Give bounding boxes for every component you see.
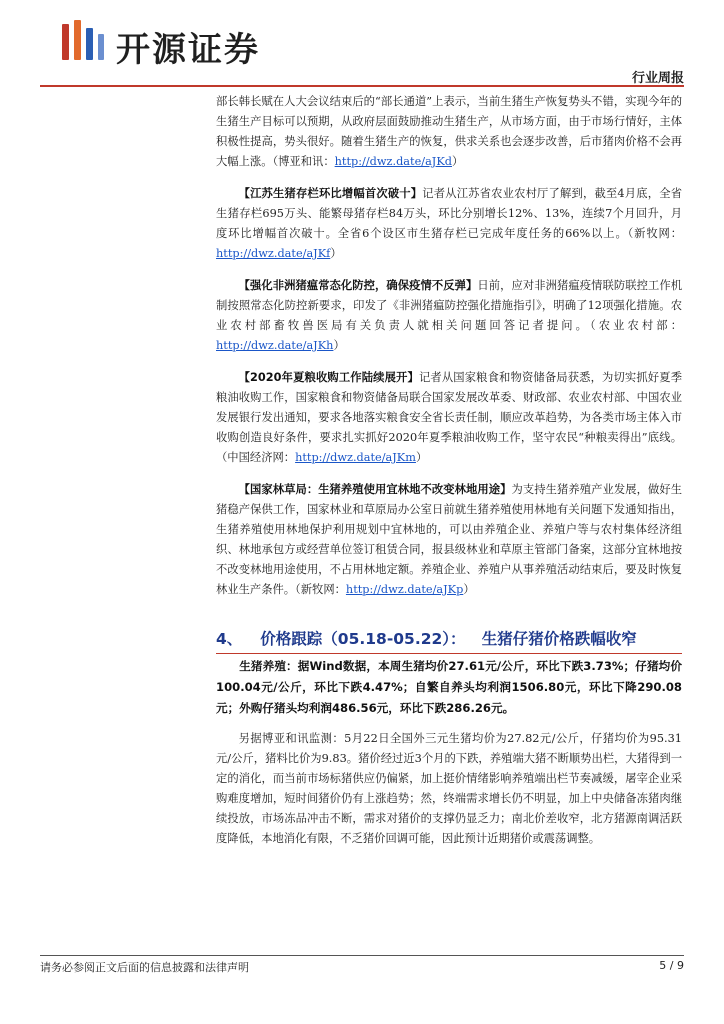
page-header <box>0 0 724 90</box>
news-item-1 <box>216 184 682 264</box>
news-item-0 <box>216 92 682 172</box>
header-divider <box>40 85 684 87</box>
news-item-2 <box>216 276 682 356</box>
news-tail: ） <box>333 339 345 352</box>
price-tracking-section <box>216 656 682 861</box>
source-link[interactable]: http://dwz.date/aJKp <box>345 583 464 596</box>
news-text: 部长韩长赋在人大会议结束后的“部长通道”上表示，当前生猪生产恢复势头不错，实现今年的生猪生产目标可以预期，从政府层面鼓励推动生猪生产，从市场方面，由于市场行情好，主体积极性提高，势头很好。随着生猪生产的恢复，供求关系也会逐步改善，后市猪肉价格不会再大幅上涨。（博亚和讯： <box>216 95 682 168</box>
source-link[interactable]: http://dwz.date/aJKh <box>216 339 334 352</box>
news-item-3 <box>216 368 682 468</box>
brand-logo <box>58 14 288 68</box>
news-title: 【强化非洲猪瘟常态化防控，确保疫情不反弹】 <box>238 279 478 292</box>
document-type-label: 行业周报 <box>631 71 684 86</box>
news-section <box>216 92 682 612</box>
source-link[interactable]: http://dwz.date/aJKf <box>216 247 331 260</box>
news-title: 【2020年夏粮收购工作陆续展开】 <box>238 371 419 384</box>
news-item-4 <box>216 480 682 600</box>
news-tail: ） <box>415 451 428 464</box>
footer-disclaimer: 请务必参阅正文后面的信息披露和法律声明 <box>40 961 249 974</box>
news-text: 日前，应对非洲猪瘟疫情联防联控工作机制按照常态化防控新要求，印发了《非洲猪瘟防控强化措施指引》，明确了12项强化措施。农业农村部畜牧兽医局有关负责人就相关问题回答记者提问。（农业农村部： <box>216 279 682 332</box>
section-subtitle: 生猪仔猪价格跌幅收窄 <box>481 630 637 648</box>
news-text: 记者从国家粮食和物资储备局获悉，为切实抓好夏季粮油收购工作，国家粮食和物资储备局联合国家发展改革委、财政部、农业农村部、中国农业发展银行发出通知，要求各地落实粮食安全省长责任制，顺应改革趋势，为各类市场主体入市收购创造良好条件，要求扎实抓好2020年夏季粮油收购工作，坚守农民“种粮卖得出”底线。（中国经济网： <box>216 371 682 464</box>
section-heading <box>216 627 686 649</box>
footer-divider <box>40 955 684 956</box>
brand-name: 开源证券 <box>116 30 260 70</box>
news-title: 【江苏生猪存栏环比增幅首次破十】 <box>238 187 423 200</box>
price-analysis: 另据博亚和讯监测：5月22日全国外三元生猪均价为27.82元/公斤，仔猪均价为95.31元/公斤，猪料比价为9.83。猪价经过近3个月的下跌，养殖端大猪不断顺势出栏，大猪得到一定的消化，而当前市场标猪供应仍偏紧，加上挺价情绪影响养殖端出栏节奏减缓，屠宰企业采购难度增加，短时间猪价仍有上涨趋势；然，终端需求增长仍不明显，加上中央储备冻猪肉继续投放，市场冻品冲击不断，需求对猪价的支撑仍显乏力；南北价差收窄，北方猪源南调活跃度降低，本地消化有限，不乏猪价回调可能，因此预计近期猪价或震荡调整。 <box>216 732 682 845</box>
section-divider <box>216 653 682 654</box>
news-text: 为支持生猪养殖产业发展，做好生猪稳产保供工作，国家林业和草原局办公室日前就生猪养殖使用林地有关问题下发通知指出，生猪养殖使用林地保护利用规划中宜林地的，可以由养殖企业、养殖户等与农村集体经济组织、林地承包方或经营单位签订租赁合同，报县级林业和草原主管部门备案，这部分宜林地按不改变林地用途使用，不占用林地定额。养殖企业、养殖户从事养殖活动结束后，要及时恢复林业生产条件。（新牧网： <box>216 483 682 596</box>
page-number: 5 / 9 <box>659 959 684 972</box>
section-title: 价格跟踪（05.18-05.22）： <box>260 630 466 648</box>
price-summary: 生猪养殖：据Wind数据，本周生猪均价27.61元/公斤，环比下跌3.73%；仔猪均价100.04元/公斤，环比下跌4.47%；自繁自养头均利润1506.80元，环比下降290.08元；外购仔猪头均利润486.56元，环比下跌286.26元。 <box>216 659 682 715</box>
news-tail: ） <box>463 583 475 596</box>
news-title: 【国家林草局：生猪养殖使用宜林地不改变林地用途】 <box>238 483 512 496</box>
section-number: 4、 <box>216 630 243 648</box>
news-tail: ） <box>330 247 342 260</box>
brand-logo-icon <box>58 16 106 66</box>
source-link[interactable]: http://dwz.date/aJKd <box>334 155 453 168</box>
news-text: 记者从江苏省农业农村厅了解到，截至4月底，全省生猪存栏695万头、能繁母猪存栏84万头，环比分别增长12%、13%，连续7个月回升，月度环比增幅首次破十。全省6个设区市生猪存栏已完成年度任务的66%以上。（新牧网： <box>216 187 682 240</box>
news-tail: ） <box>452 155 464 168</box>
source-link[interactable]: http://dwz.date/aJKm <box>295 451 416 464</box>
